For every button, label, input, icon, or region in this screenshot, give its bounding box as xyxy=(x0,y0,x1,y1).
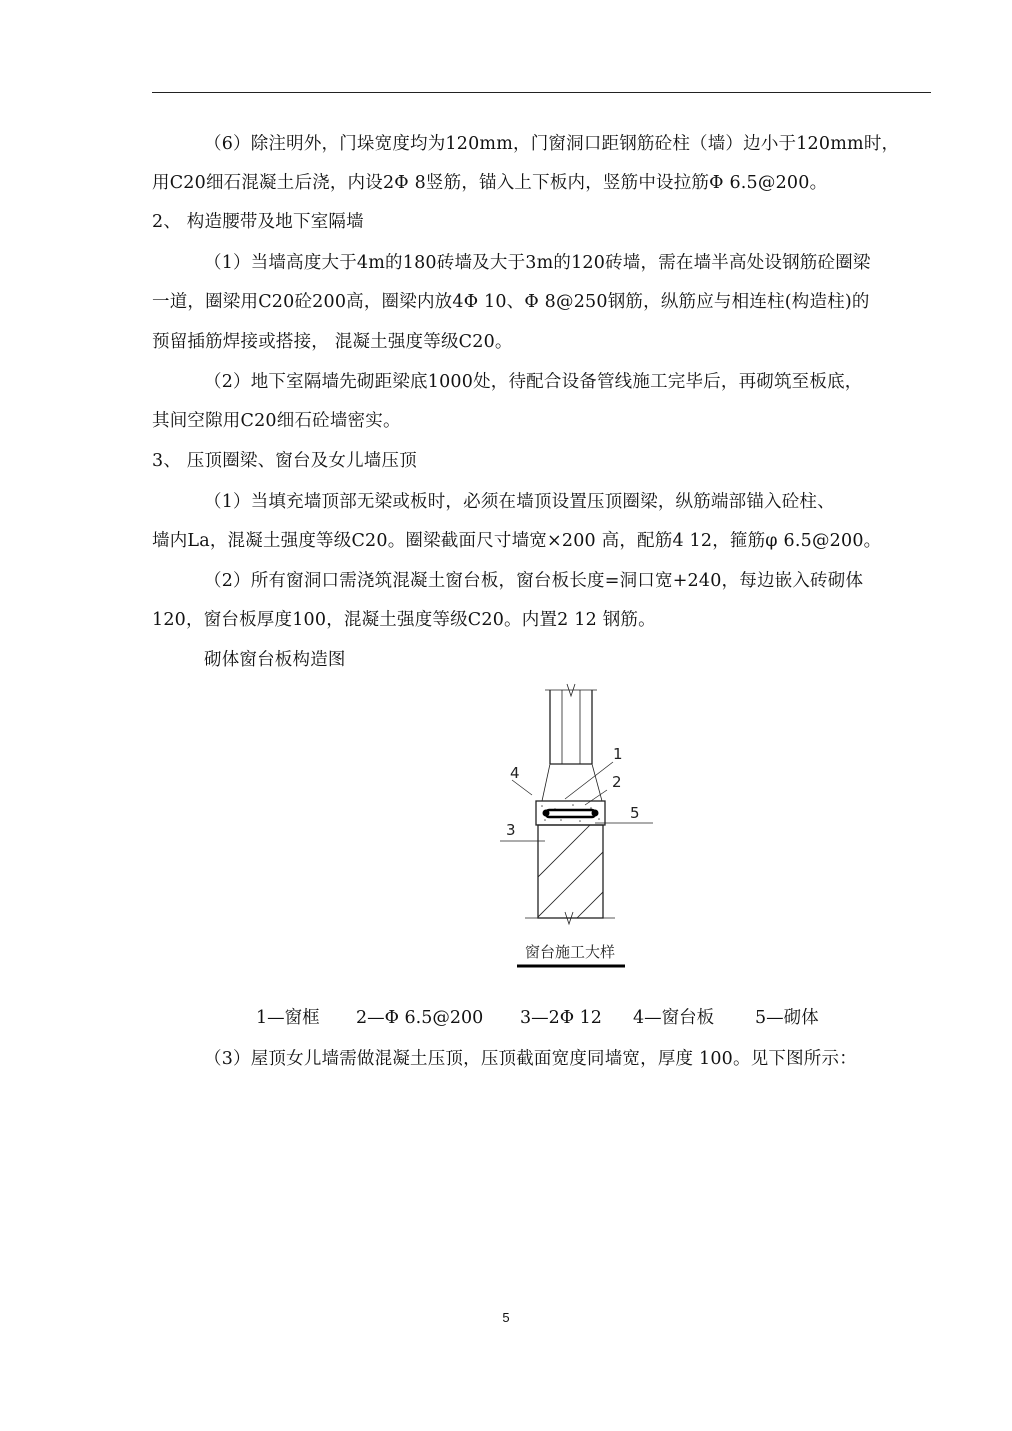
paragraph-line: 其间空隙用C20细石砼墙密实。 xyxy=(152,411,401,431)
paragraph-line: 120，窗台板厚度100，混凝土强度等级C20。内置2 12 钢筋。 xyxy=(152,610,656,630)
paragraph-line: （1）当填充墙顶部无梁或板时，必须在墙顶设置压顶圈梁，纵筋端部锚入砼柱、 xyxy=(204,492,835,512)
legend-item-masonry: 5—砌体 xyxy=(755,1008,819,1028)
page-number: 5 xyxy=(502,1310,510,1325)
header-rule xyxy=(152,92,931,93)
legend-item-rebar: 3—2Φ 12 xyxy=(520,1008,602,1028)
paragraph-line: 预留插筋焊接或搭接， 混凝土强度等级C20。 xyxy=(152,332,513,352)
paragraph-line: （2）地下室隔墙先砌距梁底1000处，待配合设备管线施工完毕后，再砌筑至板底， xyxy=(204,372,863,392)
section-heading: 2、 构造腰带及地下室隔墙 xyxy=(152,212,364,232)
paragraph-line: 用C20细石混凝土后浇，内设2Φ 8竖筋，锚入上下板内，竖筋中设拉筋Φ 6.5@200。 xyxy=(152,173,828,193)
legend-item-window-frame: 1—窗框 xyxy=(256,1008,320,1028)
callout-3: 3 xyxy=(506,821,516,839)
paragraph-line: （1）当墙高度大于4m的180砖墙及大于3m的120砖墙，需在墙半高处设钢筋砼圈梁 xyxy=(204,253,871,273)
figure-title: 砌体窗台板构造图 xyxy=(204,650,346,670)
legend-item-sill-slab: 4—窗台板 xyxy=(633,1008,715,1028)
callout-4: 4 xyxy=(510,764,520,782)
callout-1: 1 xyxy=(613,745,623,763)
window-sill-detail-diagram xyxy=(495,680,665,970)
section-heading: 3、 压顶圈梁、窗台及女儿墙压顶 xyxy=(152,451,417,471)
paragraph-line: 墙内La，混凝土强度等级C20。圈梁截面尺寸墙宽×200 高，配筋4 12，箍筋φ 6.5@200。 xyxy=(152,531,882,551)
paragraph-line: 一道，圈梁用C20砼200高，圈梁内放4Φ 10、Φ 8@250钢筋，纵筋应与相连柱(构造柱)的 xyxy=(152,292,870,312)
legend-item-stirrup: 2—Φ 6.5@200 xyxy=(356,1008,484,1028)
figure-caption: 窗台施工大样 xyxy=(525,943,616,961)
paragraph-line: （2）所有窗洞口需浇筑混凝土窗台板，窗台板长度=洞口宽+240，每边嵌入砖砌体 xyxy=(204,571,864,591)
paragraph-line: （6）除注明外，门垛宽度均为120mm，门窗洞口距钢筋砼柱（墙）边小于120mm时， xyxy=(204,134,900,154)
callout-2: 2 xyxy=(612,773,622,791)
paragraph-line: （3）屋顶女儿墙需做混凝土压顶，压顶截面宽度同墙宽，厚度 100。见下图所示： xyxy=(204,1049,857,1069)
callout-5: 5 xyxy=(630,804,640,822)
